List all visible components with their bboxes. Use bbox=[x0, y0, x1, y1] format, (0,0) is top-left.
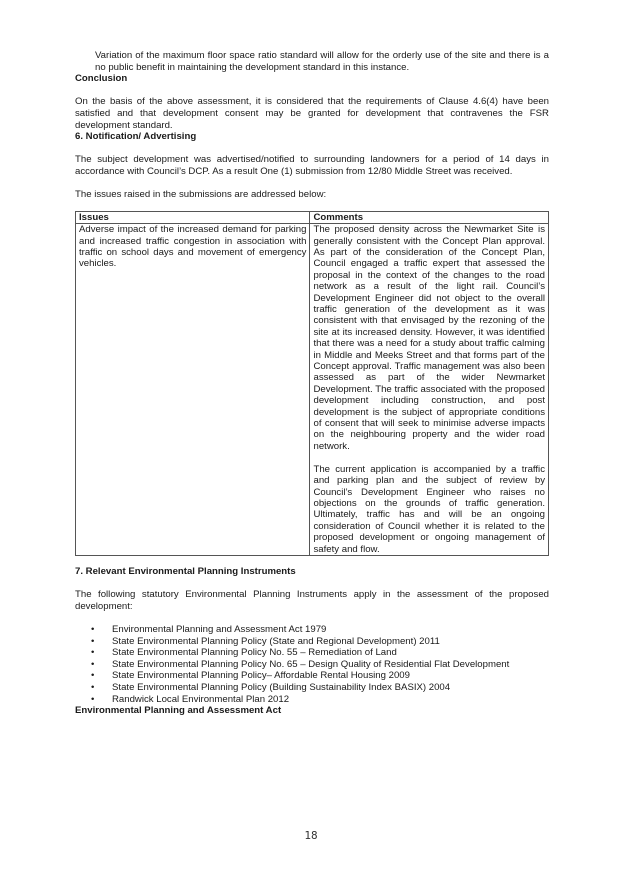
conclusion-paragraph: On the basis of the above assessment, it is considered that the requirements of Clause 4.6(4) have been satisfied and that development consent may be granted for development that contravenes the FSR development standard. bbox=[75, 96, 549, 131]
issues-column-header: Issues bbox=[76, 211, 310, 223]
issues-intro-paragraph: The issues raised in the submissions are addressed below: bbox=[75, 189, 327, 201]
ep-act-subheading: Environmental Planning and Assessment Act bbox=[75, 705, 282, 717]
list-item: • State Environmental Planning Policy No. 55 – Remediation of Land bbox=[91, 647, 397, 659]
bullet-icon: • bbox=[91, 693, 95, 705]
comment-cell bbox=[310, 224, 549, 556]
issue-text: Adverse impact of the increased demand for parking and increased traffic congestion in association with traffic on school days and movement of emergency vehicles. bbox=[79, 224, 307, 270]
document-page bbox=[75, 50, 549, 717]
bullet-icon: • bbox=[91, 670, 95, 682]
list-item: • Environmental Planning and Assessment Act 1979 bbox=[91, 624, 327, 636]
fsr-variation-paragraph: Variation of the maximum floor space ratio standard will allow for the orderly use of the site and there is a no public benefit in maintaining the development standard in this instance. bbox=[95, 50, 549, 73]
list-item: • State Environmental Planning Policy (State and Regional Development) 2011 bbox=[91, 635, 440, 647]
bullet-icon: • bbox=[91, 635, 95, 647]
planning-instruments-heading: 7. Relevant Environmental Planning Instruments bbox=[75, 566, 296, 578]
list-item: • State Environmental Planning Policy– Affordable Rental Housing 2009 bbox=[91, 670, 410, 682]
bullet-icon: • bbox=[91, 647, 95, 659]
comment-paragraph-1: The proposed density across the Newmarket Site is generally consistent with the Concept Plan approval. As part of the consideration of the Concept Plan, Council engaged a traffic expert that assessed the proposal in the context of the changes to the road network as a result of the light rail. Council’s Development Engineer did not object to the overall traffic generation of the development as it was consistent with that envisaged by the rezoning of the site at its increased density. However, it was identified that there was a need for a study about traffic calming in Middle and Meeks Street and that forms part of the Concept approval. Traffic management was also been assessed as part of the wider Newmarket Development. The traffic associated with the proposed development including construction, and post development is the subject of appropriate conditions of consent that will seek to minimise adverse impacts on the neighbouring property and the wider road network. bbox=[313, 224, 545, 452]
table-row bbox=[76, 224, 549, 556]
bullet-icon: • bbox=[91, 682, 95, 694]
list-item: • State Environmental Planning Policy No. 65 – Design Quality of Residential Flat Development bbox=[91, 658, 510, 670]
issue-cell bbox=[76, 224, 310, 556]
list-item: • Randwick Local Environmental Plan 2012 bbox=[91, 693, 290, 705]
page-number: 18 bbox=[304, 829, 318, 842]
notification-heading: 6. Notification/ Advertising bbox=[75, 131, 197, 143]
comment-paragraph-2: The current application is accompanied by a traffic and parking plan and the subject of review by Council’s Development Engineer who raises no objections on the grounds of traffic generation. Ultimately, traffic has and will be an ongoing consideration of Council whether it is related to the proposed development or ongoing management of safety and flow. bbox=[313, 463, 545, 555]
issues-table bbox=[75, 211, 549, 556]
bullet-icon: • bbox=[91, 624, 95, 636]
planning-instruments-paragraph: The following statutory Environmental Planning Instruments apply in the assessment of the proposed development: bbox=[75, 589, 549, 612]
notification-paragraph: The subject development was advertised/notified to surrounding landowners for a period of 14 days in accordance with Council’s DCP. As a result One (1) submission from 12/80 Middle Street was received. bbox=[75, 154, 549, 177]
instruments-list bbox=[75, 624, 549, 705]
comments-column-header: Comments bbox=[310, 211, 549, 223]
conclusion-heading: Conclusion bbox=[75, 73, 128, 85]
table-header-row bbox=[76, 211, 549, 223]
bullet-icon: • bbox=[91, 658, 95, 670]
list-item: • State Environmental Planning Policy (Building Sustainability Index BASIX) 2004 bbox=[91, 682, 451, 694]
